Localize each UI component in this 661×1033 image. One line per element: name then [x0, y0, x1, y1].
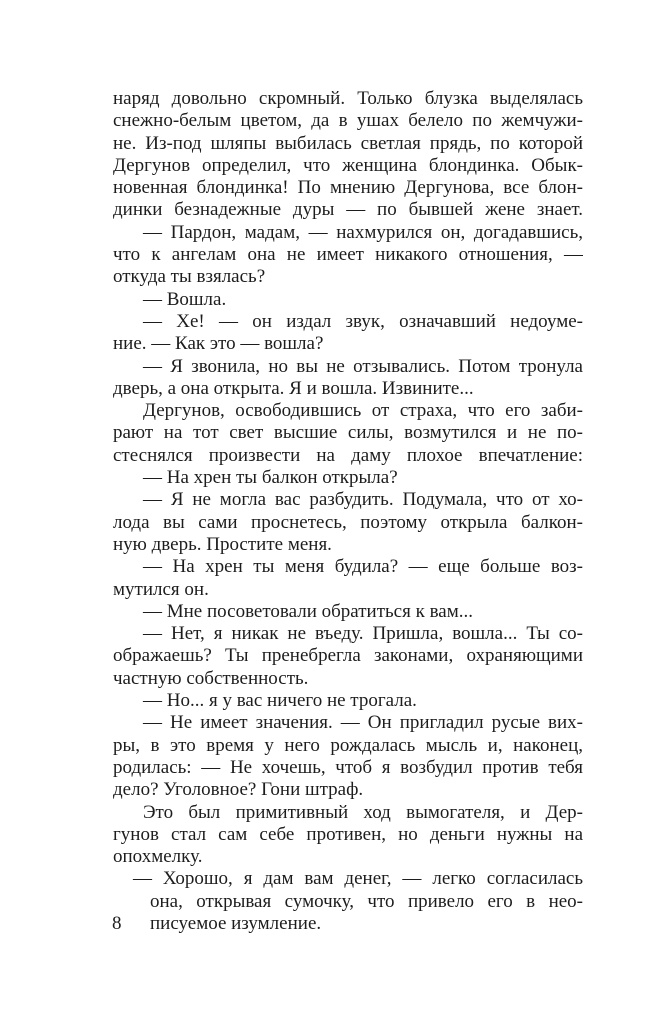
text-line: ображаешь? Ты пренебрегла законами, охраняющими	[113, 645, 583, 667]
text-line: дверь, а она открыта. Я и вошла. Извините...	[113, 377, 474, 399]
text-line: Дергунов определил, что женщина блондинка. Обык-	[113, 154, 583, 176]
text-line: гунов стал сам себе противен, но деньги нужны на	[113, 823, 583, 845]
text-line: родилась: — Не хочешь, чтоб я возбудил против тебя	[113, 756, 583, 778]
text-line: — На хрен ты балкон открыла?	[143, 467, 398, 489]
text-line: ние. — Как это — вошла?	[113, 333, 324, 355]
text-line: писуемое изумление.	[150, 912, 322, 934]
text-line: откуда ты взялась?	[113, 266, 266, 288]
text-line: — Не имеет значения. — Он пригладил русые вих-	[143, 712, 583, 734]
page-text-block	[113, 88, 583, 935]
text-line: стеснялся произвести на даму плохое впечатление:	[113, 444, 583, 466]
text-line: — Хорошо, я дам вам денег, — легко согласилась	[133, 868, 583, 890]
text-line: — Нет, я никак не въеду. Пришла, вошла... Ты со-	[143, 623, 583, 645]
text-line: частную собственность.	[113, 667, 309, 689]
text-line: она, открывая сумочку, что привело его в нео-	[150, 890, 583, 912]
text-line: Это был примитивный ход вымогателя, и Дер-	[143, 801, 583, 823]
text-line: лода вы сами проснетесь, поэтому открыла балкон-	[113, 511, 583, 533]
page-number: 8	[112, 913, 122, 934]
text-line: Дергунов, освободившись от страха, что его заби-	[143, 400, 583, 422]
text-line: новенная блондинка! По мнению Дергунова, все блон-	[113, 177, 583, 199]
text-line: — Но... я у вас ничего не трогала.	[143, 690, 417, 712]
text-line: — Вошла.	[143, 288, 227, 310]
text-line: — Пардон, мадам, — нахмурился он, догадавшись,	[143, 221, 583, 243]
text-line: рают на тот свет высшие силы, возмутился и не по-	[113, 422, 583, 444]
text-line: не. Из-под шляпы выбилась светлая прядь, по которой	[113, 132, 583, 154]
text-line: — Я не могла вас разбудить. Подумала, что от хо-	[143, 489, 583, 511]
text-line: дело? Уголовное? Гони штраф.	[113, 779, 364, 801]
text-line: наряд довольно скромный. Только блузка выделялась	[113, 88, 583, 109]
text-line: опохмелку.	[113, 846, 203, 868]
text-line: ную дверь. Простите меня.	[113, 533, 332, 555]
text-line: — На хрен ты меня будила? — еще больше воз-	[143, 556, 583, 578]
text-line: что к ангелам она не имеет никакого отношения, —	[113, 244, 583, 266]
text-line: снежно-белым цветом, да в ушах белело по жемчужи-	[113, 110, 583, 132]
text-line: — Мне посоветовали обратиться к вам...	[143, 600, 474, 622]
text-line: мутился он.	[113, 578, 209, 600]
text-line: ры, в это время у него рождалась мысль и, наконец,	[113, 734, 583, 756]
text-line: — Хе! — он издал звук, означавший недоуме-	[143, 310, 583, 332]
text-line: динки безнадежные дуры — по бывшей жене знает.	[113, 199, 583, 221]
text-line: — Я звонила, но вы не отзывались. Потом тронула	[143, 355, 583, 377]
